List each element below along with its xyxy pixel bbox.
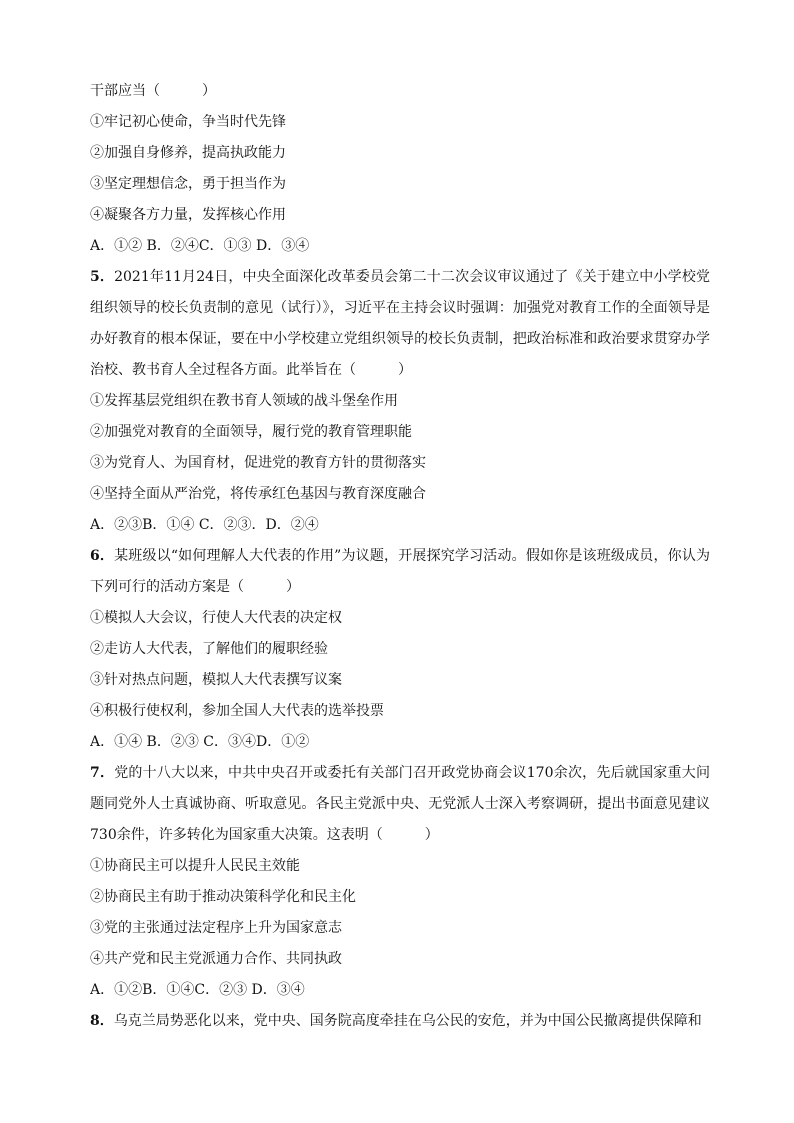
q4-stem-tail: 干部应当（ ） [90, 83, 216, 99]
q7-option-4: ④共产党和民主党派通力合作、共同执政 [90, 951, 342, 967]
q7-number: 7． [90, 765, 115, 781]
q7-answer-choices: A．①②B．①④C．②③ D．③④ [90, 982, 305, 998]
q5-answer-choices: A．②③B．①④ C．②③．D．②④ [90, 517, 319, 533]
q5-stem [90, 262, 710, 386]
q8-stem [90, 1006, 710, 1037]
q5-number: 5． [90, 269, 115, 285]
q4-answer-choices: A．①② B．②④C．①③ D．③④ [90, 238, 310, 254]
q7-stem-text: 党的十八大以来，中共中央召开或委托有关部门召开政党协商会议170余次，先后就国家重大问题同党外人士真诚协商、听取意见。各民主党派中央、无党派人士深入考察调研，提出书面意见建议730余件，许多转化为国家重大决策。这表明（ ） [90, 765, 710, 843]
q8-number: 8． [90, 1013, 114, 1029]
exam-page [90, 76, 710, 1037]
q5-option-2: ②加强党对教育的全面领导，履行党的教育管理职能 [90, 424, 412, 440]
q6-stem [90, 541, 710, 603]
q5-option-4: ④坚持全面从严治党，将传承红色基因与教育深度融合 [90, 486, 426, 502]
q4-option-3: ③坚定理想信念，勇于担当作为 [90, 176, 286, 192]
q6-option-2: ②走访人大代表，了解他们的履职经验 [90, 641, 328, 657]
q8-stem-head: 乌克兰局势恶化以来，党中央、国务院高度牵挂在乌公民的安危，并为中国公民撤离提供保障和 [113, 1013, 702, 1029]
q4-option-4: ④凝聚各方力量，发挥核心作用 [90, 207, 286, 223]
q4-option-1: ①牢记初心使命，争当时代先锋 [90, 114, 286, 130]
q6-option-3: ③针对热点问题，模拟人大代表撰写议案 [90, 672, 342, 688]
q6-stem-text: 某班级以“如何理解人大代表的作用”为议题，开展探究学习活动。假如你是该班级成员，你认为下列可行的活动方案是（ ） [90, 548, 710, 595]
q6-option-4: ④积极行使权利，参加全国人大代表的选举投票 [90, 703, 384, 719]
q6-option-1: ①模拟人大会议，行使人大代表的决定权 [90, 610, 342, 626]
q5-option-3: ③为党育人、为国育材，促进党的教育方针的贯彻落实 [90, 455, 426, 471]
q5-option-1: ①发挥基层党组织在教书育人领域的战斗堡垒作用 [90, 393, 398, 409]
q7-option-2: ②协商民主有助于推动决策科学化和民主化 [90, 889, 356, 905]
q7-option-3: ③党的主张通过法定程序上升为国家意志 [90, 920, 342, 936]
q7-stem [90, 758, 710, 851]
q6-number: 6． [90, 548, 115, 564]
q5-stem-text: 2021年11月24日，中央全面深化改革委员会第二十二次会议审议通过了《关于建立中小学校党组织领导的校长负责制的意见（试行）》，习近平在主持会议时强调：加强党对教育工作的全面领导是办好教育的根本保证，要在中小学校建立党组织领导的校长负责制，把政治标准和政治要求贯穿办学治校、教书育人全过程各方面。此举旨在（ ） [90, 269, 710, 378]
q6-answer-choices: A．①④ B．②③ C．③④D．①② [90, 734, 310, 750]
q4-option-2: ②加强自身修养，提高执政能力 [90, 145, 286, 161]
q7-option-1: ①协商民主可以提升人民民主效能 [90, 858, 300, 874]
